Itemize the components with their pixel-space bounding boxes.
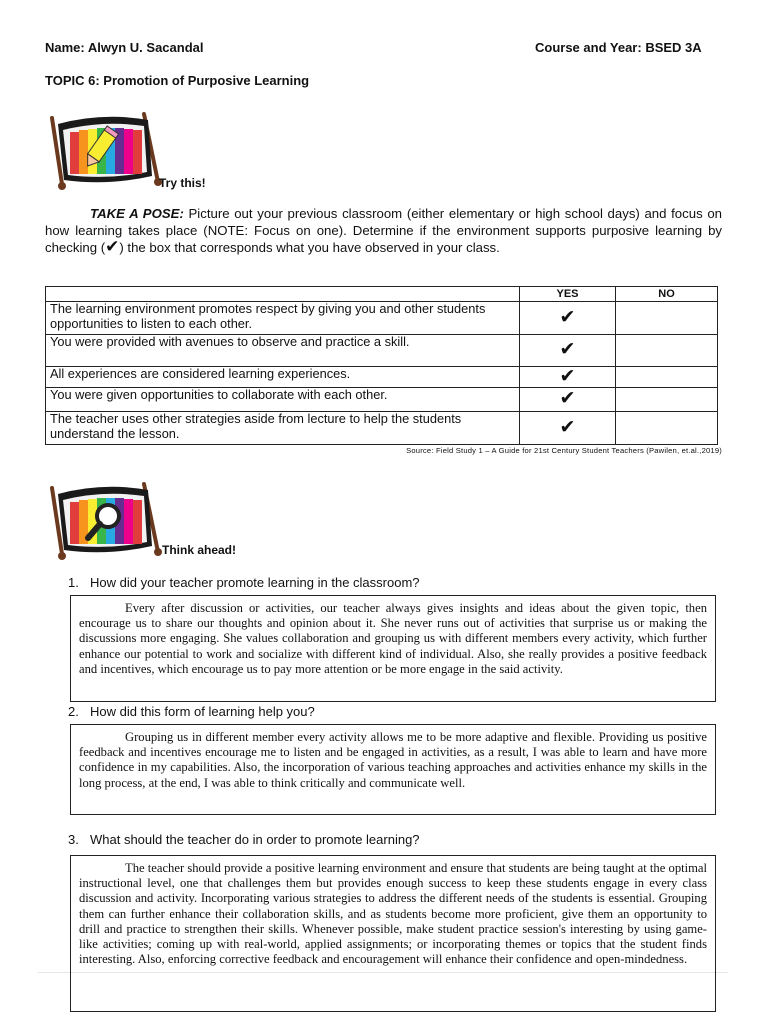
no-cell — [616, 388, 718, 412]
yes-check-icon: ✔ — [520, 367, 616, 388]
row-statement: You were given opportunities to collaborate with each other. — [46, 388, 520, 412]
take-a-pose-lead: TAKE A POSE: — [90, 206, 184, 221]
check-icon: ✔ — [105, 237, 120, 256]
answer-text: Grouping us in different member every activity allows me to be more adaptive and flexible. Providing us positive feedback and incentives encourage me to listen and be engaged in activities, as a result, I was able to learn and have more confidence in my capabilities. Also, the incorporation of various teaching approaches and activities enhance my skills in the long process, at the end, I was able to think critically and communicate well. — [79, 730, 707, 790]
course-label: Course and Year: — [535, 40, 642, 55]
instructions-text-1: Picture out your previous classroom (either elementary or high school days) and focus on how learning takes place (NOTE: Focus on one). Determine if the environment supports purposive learning by checking ( — [45, 206, 723, 255]
question-text: What should the teacher do in order to promote learning? — [90, 832, 420, 847]
table-row — [46, 388, 718, 412]
table-row — [46, 367, 718, 388]
name-label: Name: — [45, 40, 85, 55]
question-number: 1. — [68, 575, 79, 590]
row-statement: The teacher uses other strategies aside from lecture to help the students understand the lesson. — [46, 412, 520, 445]
yes-check-icon: ✔ — [520, 388, 616, 412]
header-yes: YES — [520, 287, 616, 302]
no-cell — [616, 412, 718, 445]
row-statement: You were provided with avenues to observe and practice a skill. — [46, 335, 520, 367]
answer-box-1 — [70, 595, 716, 702]
table-row — [46, 335, 718, 367]
answer-text: Every after discussion or activities, our teacher always gives insights and ideas about the given topic, then encourage us to share our thoughts and opinion about it. She never runs out of activities that surprise us or making the discussions more engaging. She values collaboration and grouping us with different members every activity, which further enhance our potential to work and socialize with different kind of individual. Also, she really provides a positive feedback and incentives, which encourage us to pay more attention or be more engage in the said activity. — [79, 601, 707, 676]
answer-text: The teacher should provide a positive learning environment and ensure that students are being taught at the optimal instructional level, one that challenges them but provides enough success to keep these students engage in every class discussion and activity. Incorporating various strategies to address the different needs of the students is essential. Grouping them can further enhance their collaboration skills, and as students become more proficient, give them an opportunity to drill and practice to strengthen their skills. Whenever possible, make student practice session's interesting by using game-like activities; coming up with real-world, applied assignments; or incorporating themes or topics that the student finds interesting. Also, enforcing corrective feedback and encouragement will enhance their confidence and open-mindedness. — [79, 861, 707, 967]
checklist-table — [45, 286, 718, 445]
header-statement — [46, 287, 520, 302]
table-row — [46, 412, 718, 445]
source-citation: Source: Field Study 1 – A Guide for 21st Century Student Teachers (Pawilen, et.al.,2019) — [406, 446, 722, 455]
question-1 — [68, 575, 420, 590]
name-value: Alwyn U. Sacandal — [87, 40, 204, 55]
no-cell — [616, 302, 718, 335]
magnifier-flag-icon — [48, 482, 163, 562]
question-text: How did your teacher promote learning in the classroom? — [90, 575, 420, 590]
question-text: How did this form of learning help you? — [90, 704, 315, 719]
yes-check-icon: ✔ — [520, 412, 616, 445]
row-statement: The learning environment promotes respect by giving you and other students opportunities to listen to each other. — [46, 302, 520, 335]
yes-check-icon: ✔ — [520, 335, 616, 367]
pencil-flag-icon — [48, 112, 163, 192]
no-cell — [616, 367, 718, 388]
answer-box-3 — [70, 855, 716, 1012]
course-value: BSED 3A — [645, 40, 702, 55]
question-number: 2. — [68, 704, 79, 719]
topic-title: TOPIC 6: Promotion of Purposive Learning — [45, 73, 310, 88]
answer-box-2 — [70, 724, 716, 815]
instructions-text-2: ) the box that corresponds what you have observed in your class. — [119, 240, 500, 255]
section-try-this: Try this! — [159, 176, 206, 190]
table-header-row — [46, 287, 718, 302]
table-row — [46, 302, 718, 335]
header-no: NO — [616, 287, 718, 302]
question-2 — [68, 704, 315, 719]
yes-check-icon: ✔ — [520, 302, 616, 335]
question-3 — [68, 832, 420, 847]
instructions-paragraph — [45, 206, 722, 257]
student-name — [45, 40, 203, 55]
row-statement: All experiences are considered learning experiences. — [46, 367, 520, 388]
course-year — [535, 40, 702, 55]
section-think-ahead: Think ahead! — [162, 543, 237, 557]
no-cell — [616, 335, 718, 367]
question-number: 3. — [68, 832, 79, 847]
